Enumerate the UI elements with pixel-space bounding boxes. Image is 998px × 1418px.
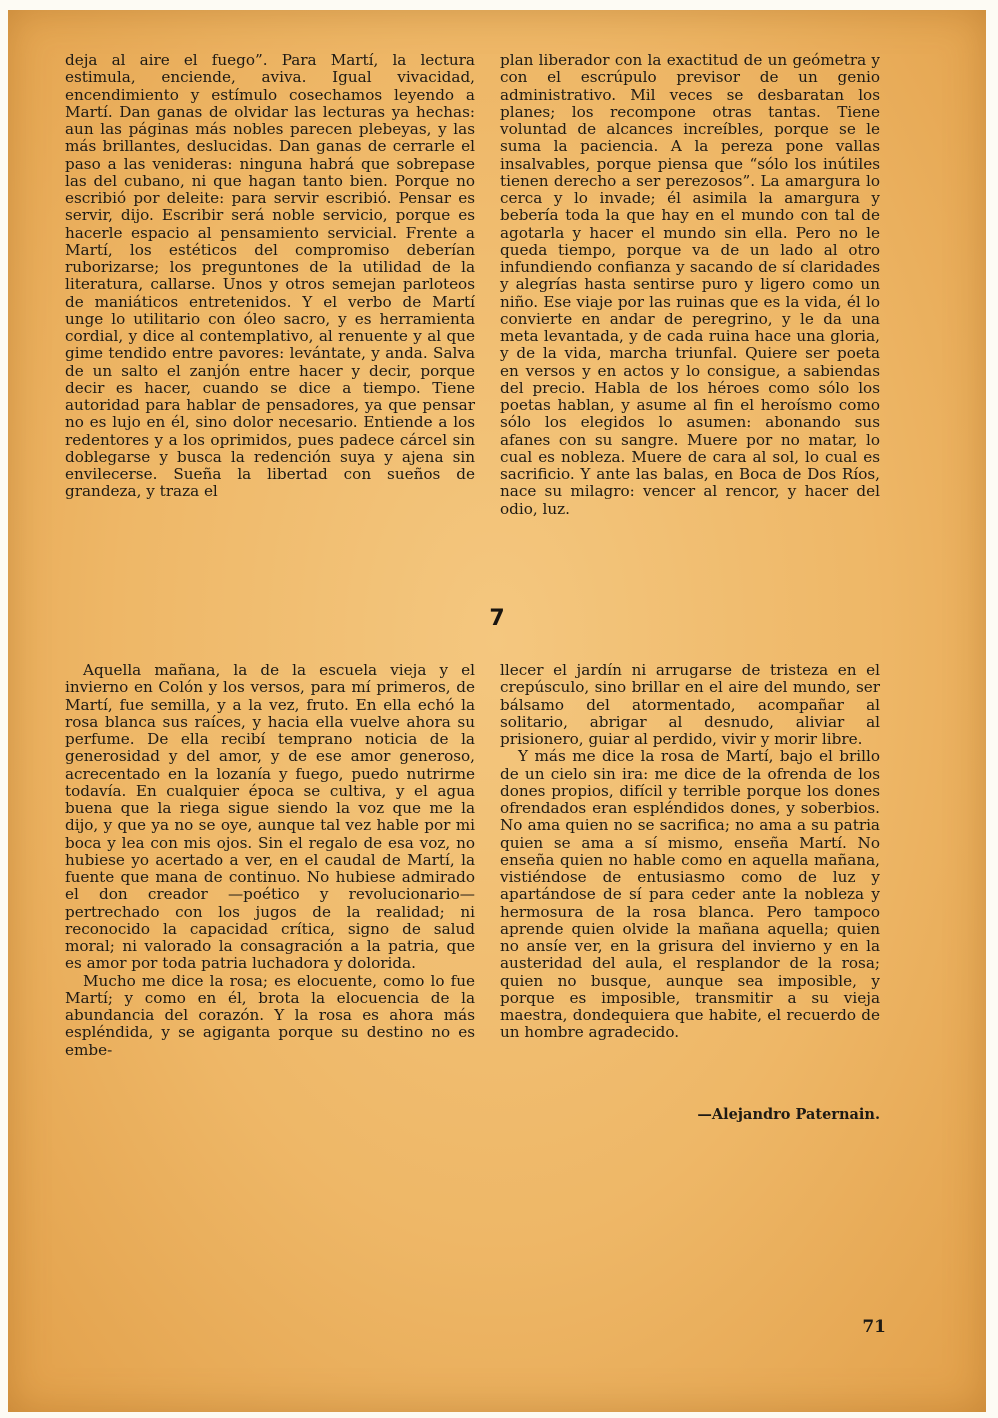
magazine-page (8, 10, 986, 1412)
section-number: 7 (489, 606, 505, 631)
text-column-bottom-right (500, 662, 880, 1042)
paragraph: plan liberador con la exactitud de un geómetra y con el escrúpulo previsor de un genio administrativo. Mil veces se desbaratan los planes; los recompone otras tantas. Tiene voluntad de alcances increíbles, porque se le suma la paciencia. A la pereza pone vallas insalvables, porque piensa que “sólo los inútiles tienen derecho a ser perezosos”. La amargura lo cerca y lo invade; él asimila la amargura y bebería toda la que hay en el mundo con tal de agotarla y hacer el mundo sin ella. Pero no le queda tiempo, porque va de un lado al otro infundiendo confianza y sacando de sí claridades y alegrías hasta sentirse puro y ligero como un niño. Ese viaje por las ruinas que es la vida, él lo convierte en andar de peregrino, y le da una meta levantada, y de cada ruina hace una gloria, y de la vida, marcha triunfal. Quiere ser poeta en versos y en actos y lo consigue, a sabiendas del precio. Habla de los héroes como sólo los poetas hablan, y asume al fin el heroísmo como sólo los elegidos lo asumen: abonando sus afanes con su sangre. Muere por no matar, lo cual es nobleza. Muere de cara al sol, lo cual es sacrificio. Y ante las balas, en Boca de Dos Ríos, nace su milagro: vencer al rencor, y hacer del odio, luz. (500, 51, 880, 518)
paragraph: deja al aire el fuego”. Para Martí, la lectura estimula, enciende, aviva. Igual vivacidad, encendimiento y estímulo cosechamos leyendo a Martí. Dan ganas de olvidar las lecturas ya hechas: aun las páginas más nobles parecen plebeyas, y las más brillantes, deslucidas. Dan ganas de cerrarle el paso a las venideras: ninguna habrá que sobrepase las del cubano, ni que hagan tanto bien. Porque no escribió por deleite: para servir escribió. Pensar es servir, dijo. Escribir será noble servicio, porque es hacerle espacio al pensamiento servicial. Frente a Martí, los estéticos del compromiso deberían ruborizarse; los preguntones de la utilidad de la literatura, callarse. Unos y otros semejan parloteos de maniáticos entretenidos. Y el verbo de Martí unge lo utilitario con óleo sacro, y es herramienta cordial, y dice al contemplativo, al renuente y al que gime tendido entre pavores: levántate, y anda. Salva de un salto el zanjón entre hacer y decir, porque decir es hacer, cuando se dice a tiempo. Tiene autoridad para hablar de pensadores, ya que pensar no es lujo en él, sino dolor necesario. Entiende a los redentores y a los oprimidos, pues padece cárcel sin doblegarse y busca la redención suya y ajena sin envilecerse. Sueña la libertad con sueños de grandeza, y traza el (65, 51, 475, 501)
text-column-top-left (65, 52, 475, 501)
author-signature: —Alejandro Paternain. (697, 1106, 880, 1123)
text-column-bottom-left (65, 662, 475, 1059)
paragraph: Y más me dice la rosa de Martí, bajo el brillo de un cielo sin ira: me dice de la ofrenda de los dones propios, difícil y terrible porque los dones ofrendados eran espléndidos dones, y soberbios. No ama quien no se sacrifica; no ama a su patria quien se ama a sí mismo, enseña Martí. No enseña quien no hable como en aquella mañana, vistiéndose de entusiasmo como de luz y apartándose de sí para ceder ante la nobleza y hermosura de la rosa blanca. Pero tampoco aprende quien olvide la mañana aquella; quien no ansíe ver, en la grisura del invierno y en la austeridad del aula, el resplandor de la rosa; quien no busque, aunque sea imposible, y porque es imposible, transmitir a su vieja maestra, dondequiera que habite, el recuerdo de un hombre agradecido. (500, 747, 880, 1042)
paragraph: Mucho me dice la rosa; es elocuente, como lo fue Martí; y como en él, brota la elocuencia de la abundancia del corazón. Y la rosa es ahora más espléndida, y se agiganta porque su destino no es embe- (65, 971, 475, 1059)
paragraph: llecer el jardín ni arrugarse de tristeza en el crepúsculo, sino brillar en el aire del mundo, ser bálsamo del atormentado, acompañar al solitario, abrigar al desnudo, aliviar al prisionero, guiar al perdido, vivir y morir libre. (500, 661, 880, 748)
page-number: 71 (862, 1317, 886, 1337)
text-column-top-right (500, 52, 880, 518)
paragraph: Aquella mañana, la de la escuela vieja y el invierno en Colón y los versos, para mí primeros, de Martí, fue semilla, y a la vez, fruto. En ella echó la rosa blanca sus raíces, y hacia ella vuelve ahora su perfume. De ella recibí temprano noticia de la generosidad y del amor, y de ese amor generoso, acrecentado en la lozanía y fuego, puedo nutrirme todavía. En cualquier época se cultiva, y el agua buena que la riega sigue siendo la voz que me la dijo, y que ya no se oye, aunque tal vez hable por mi boca y lea con mis ojos. Sin el regalo de esa voz, no hubiese yo acertado a ver, en el caudal de Martí, la fuente que mana de continuo. No hubiese admirado el don creador —poético y revolucionario— pertrechado con los jugos de la realidad; ni reconocido la capacidad crítica, signo de salud moral; ni valorado la consagración a la patria, que es amor por toda patria luchadora y dolorida. (65, 661, 475, 973)
